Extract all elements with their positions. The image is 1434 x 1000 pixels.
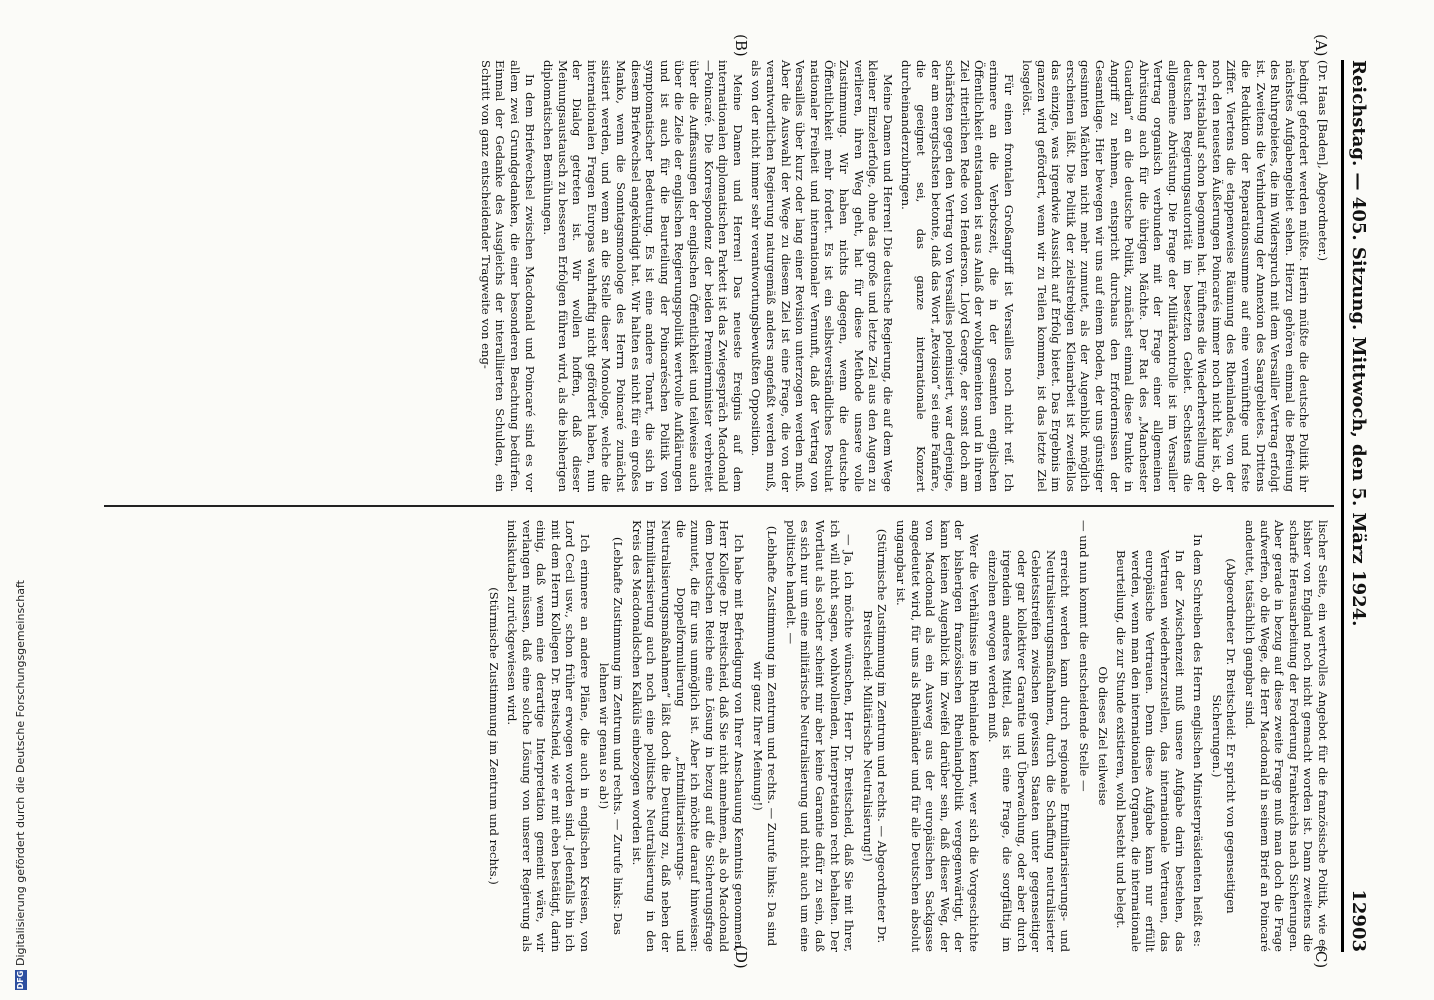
paragraph: lischer Seite, ein wertvolles Angebot für die französische Politik, wie es bisher von England noch nicht gemacht worden ist. Dann zweitens die scharfe Herausarbeitung der Forderung Frankreichs nach Sicherungen. Aber gerade in bezug auf diese zweite Frage muß man doch die Frage aufwerfen, ob die Wege, die Herr Macdonald in seinem Brief an Poincaré andeutet, tatsächlich gangbar sind. [1243,520,1330,952]
interjection: (Stürmische Zustimmung im Zentrum und rechts. — Abgeordneter Dr. Breitscheid: Militärische Neutralisierung!) [860,528,890,944]
quotation: Ob dieses Ziel teilweise [1095,666,1110,806]
speaker-line: (Dr. Haas [Baden], Abgeordneter.) [1316,60,1330,261]
margin-mark-d: (D) [732,945,750,969]
right-column [482,520,1330,952]
page-header [1341,60,1380,952]
column-divider [104,505,1334,507]
margin-mark-b: (B) [732,34,750,57]
interjection: (Abgeordneter Dr. Breitscheid: Er spricht von gegenseitigen Sicherungen.) [1209,558,1239,914]
digitization-credit [14,580,27,990]
paragraph: In dem Schreiben des Herrn englischen Ministerpräsidenten heißt es: [1191,534,1206,947]
interjection: (Stürmische Zustimmung im Zentrum und rechts.) [486,587,501,885]
paragraph: Für einen frontalen Großangriff ist Versailles noch nicht reif. Ich erinnere an die Verbotszeit, die in der gesamten englischen Öffentlichkeit entstanden ist aus Anlaß der wohlgemeinten und in ihrem Ziel ritterlichen Rede von Henderson. Lloyd George, der sonst doch am schärfsten gegen den Vertrag von Versailles polemisiert, war derjenige, der am energischsten betonte, daß das Wort „Revision“ sei eine Fanfare, die geeignet sei, das ganze internationale Konzert durcheinanderzubringen. [899,60,1016,492]
paragraph: Meine Damen und Herren! Das neueste Ereignis auf dem internationalen diplomatischen Parkett ist das Zwiegespräch Macdonald—Poincaré. Die Korrespondenz der beiden Premierminister verbreitet über die Auffassungen der englischen Öffentlichkeit und teilweise auch über die Ziele der englischen Regierungspolitik wertvolle Aufklärungen und ist auch für die Beurteilung der Poincaréschen Politik von symptomatischer Bedeutung. Es ist eine andere Tonart, die sich in diesem Briefwechsel angekündigt hat. Wir halten es nicht für ein großes Manko, wenn die Sonntagsmonologe des Herrn Poincaré zunächst sistiert werden, und wenn an die Stelle dieser Monologe, welche die internationalen Fragen Europas wahrhaftig nicht gefördert haben, nun der Dialog getreten ist. Wir wollen hoffen, daß dieser Meinungsaustausch zu besseren Erfolgen führen wird, als die bisherigen diplomatischen Bemühungen. [541,60,745,492]
rotated-document-page [90,34,1390,972]
quotation: erreicht werden kann durch regionale Entmilitarisierungs- und Neutralisierungsmaßnahmen, durch die Schaffung neutralisierter Gebietsstreifen zwischen gewissen Staaten unter gegenseitiger oder gar kollektiver Garantie und Überwachung, oder aber durch irgendein anderes Mittel, das ist eine Frage, die sorgfältig im einzelnen erwogen werden muß. [985,550,1073,952]
quotation: In der Zwischenzeit muß unsere Aufgabe darin bestehen, das Vertrauen wiederherzustellen, das internationale Vertrauen, das europäische Vertrauen. Denn diese Aufgabe kann nur erfüllt werden, wenn man den internationalen Organen, die internationale Beurteilung, die zur Stunde existieren, wohl besteht und belegt. [1114,550,1187,952]
dfg-logo-icon: DFG [16,970,25,990]
paragraph: Ich habe mit Befriedigung von Ihrer Anschauung Kenntnis genommen, Herr Kollege Dr. Breitscheid, daß Sie nicht annehmen, als ob Macdonald dem Deutschen Reiche eine Lösung in bezug auf die Sicherungsfrage zumutet, die für uns unmöglich ist. Aber ich möchte darauf hinweisen: die Doppelformulierung „Entmilitarisierungs- und Neutralisierungsmaßnahmen“ läßt doch die Deutung zu, daß neben der Entmilitarisierung auch noch eine politische Neutralisierung in den Kreis des Macdonaldschen Kalküls einbezogen worden ist. [629,520,747,952]
footer-rotated [14,580,34,990]
paragraph: Wer die Verhältnisse im Rheinlande kennt, wer sich die Vorgeschichte der bisherigen französischen Rheinlandpolitik vergegenwärtigt, der kann keinen Augenblick im Zweifel darüber sein, daß dieser Weg, der von Macdonald als ein Ausweg aus der europäischen Sackgasse angedeutet wird, für uns als Rheinländer und für alle Deutschen absolut ungangbar ist. [893,520,981,952]
interjection: (Lebhafte Zustimmung im Zentrum und rechts. — Zurufe links: Das lehnen wir genau so ab!) [596,536,626,935]
left-column [474,60,1330,492]
paragraph: In dem Briefwechsel zwischen Macdonald und Poincaré sind es vor allem zwei Grundgedanken, die einer besonderen Beachtung bedürfen. Einmal der Gedanke des Ausgleichs der interalliierten Schulden, ein Schritt von ganz entscheidender Tragweite von eng- [478,60,537,492]
interjection: — und nun kommt die entscheidende Stelle — [1077,520,1092,792]
credit-text: Digitalisierung gefördert durch die Deutsche Forschungsgemeinschaft [14,580,27,966]
interjection: (Lebhafte Zustimmung im Zentrum und rechts. — Zurufe links: Da sind wir ganz Ihrer Meinung!) [750,525,780,947]
margin-mark-a: (A) [1312,34,1330,57]
paragraph: Ich erinnere an andere Pläne, die auch in englischen Kreisen, von Lord Cecil usw., schon früher erwogen worden sind. Jedenfalls bin ich mit dem Herrn Kollegen Dr. Breitscheid, wie er mit eben bestätigt, darin einig, daß wenn eine derartige Interpretation gemeint wäre, wir verlangen müssen, daß eine solche Lösung von unserer Regierung als indiskutabel zurückgewiesen wird. [505,520,593,952]
running-head: Reichstag. — 405. Sitzung. Mittwoch, den 5. März 1924. [1348,60,1369,627]
page-number: 12903 [1348,889,1369,952]
paragraph: — Ja, ich möchte wünschen, Herr Dr. Breitscheid, daß Sie mit Ihrer, ich will nicht sagen, wohlwollenden, Interpretation recht behalten. Der Wortlaut als solcher scheint mir aber keine Garantie dafür zu sein, daß es sich nur um eine militärische Neutralisierung und nicht auch um eine politische handelt. — [783,520,857,952]
paragraph: bedingt gefordert werden müßte. Hierin müßte die deutsche Politik ihr nächstes Aufgabengebiet sehen. Hierzu gehören einmal die Befreiung des Ruhrgebietes, die im Widerspruch mit dem Versailler Vertrag erfolgt ist. Zweitens die Verhinderung der Annexion des Saargebietes. Drittens die Reduktion der Reparationssumme auf eine vernünftige und feste Ziffer. Viertens die etappenweise Räumung des Rheinlandes, von der noch den neuesten Äußerungen Poincarés immer noch nicht klar ist, ob der Fristablauf schon begonnen hat. Fünftens die Wiederherstellung der deutschen Regierungsautorität im besetzten Gebiet. Sechstens die allgemeine Abrüstung. Die Frage der Militärkontrolle ist im Versailler Vertrag organisch verbunden mit der Frage einer allgemeinen Abrüstung auch für die übrigen Mächte. Der Rat des „Manchester Guardian“ an die deutsche Politik, zunächst einmal diese Punkte in Angriff zu nehmen, entspricht durchaus den Erfordernissen der Gesamtlage. Hier bewegen wir uns auf einem Boden, der uns günstiger gesinnten Mächten nicht mehr zumutet, als der Augenblick möglich erscheinen läßt. Die Politik der zielstrebigen Kleinarbeit ist zweifellos das einzige, was irgendwie Aussicht auf Erfolg bietet. Das Ergebnis im ganzen wird gefördert, wenn wir zu Teilen kommen, ist das letzte Ziel losgelöst. [1020,60,1312,492]
paragraph: Meine Damen und Herren! Die deutsche Regierung, die auf dem Wege kleiner Einzelerfolge, ohne das große und letzte Ziel aus den Augen zu verlieren, ihren Weg geht, hat für diese Methode unsere volle Zustimmung. Wir haben nichts dagegen, wenn die deutsche Öffentlichkeit mehr fordert. Es ist ein selbstverständliches Postulat nationaler Freiheit und internationaler Vernunft, daß der Vertrag von Versailles über kurz oder lang einer Revision unterzogen werden muß. Aber die Auswahl der Wege zu diesem Ziel ist eine Frage, die von der verantwortlichen Regierung naturgemäß anders angefaßt werden muß, als von der nicht immer sehr verantwortungsbewußten Opposition. [749,60,895,492]
margin-mark-c: (C) [1312,945,1330,969]
